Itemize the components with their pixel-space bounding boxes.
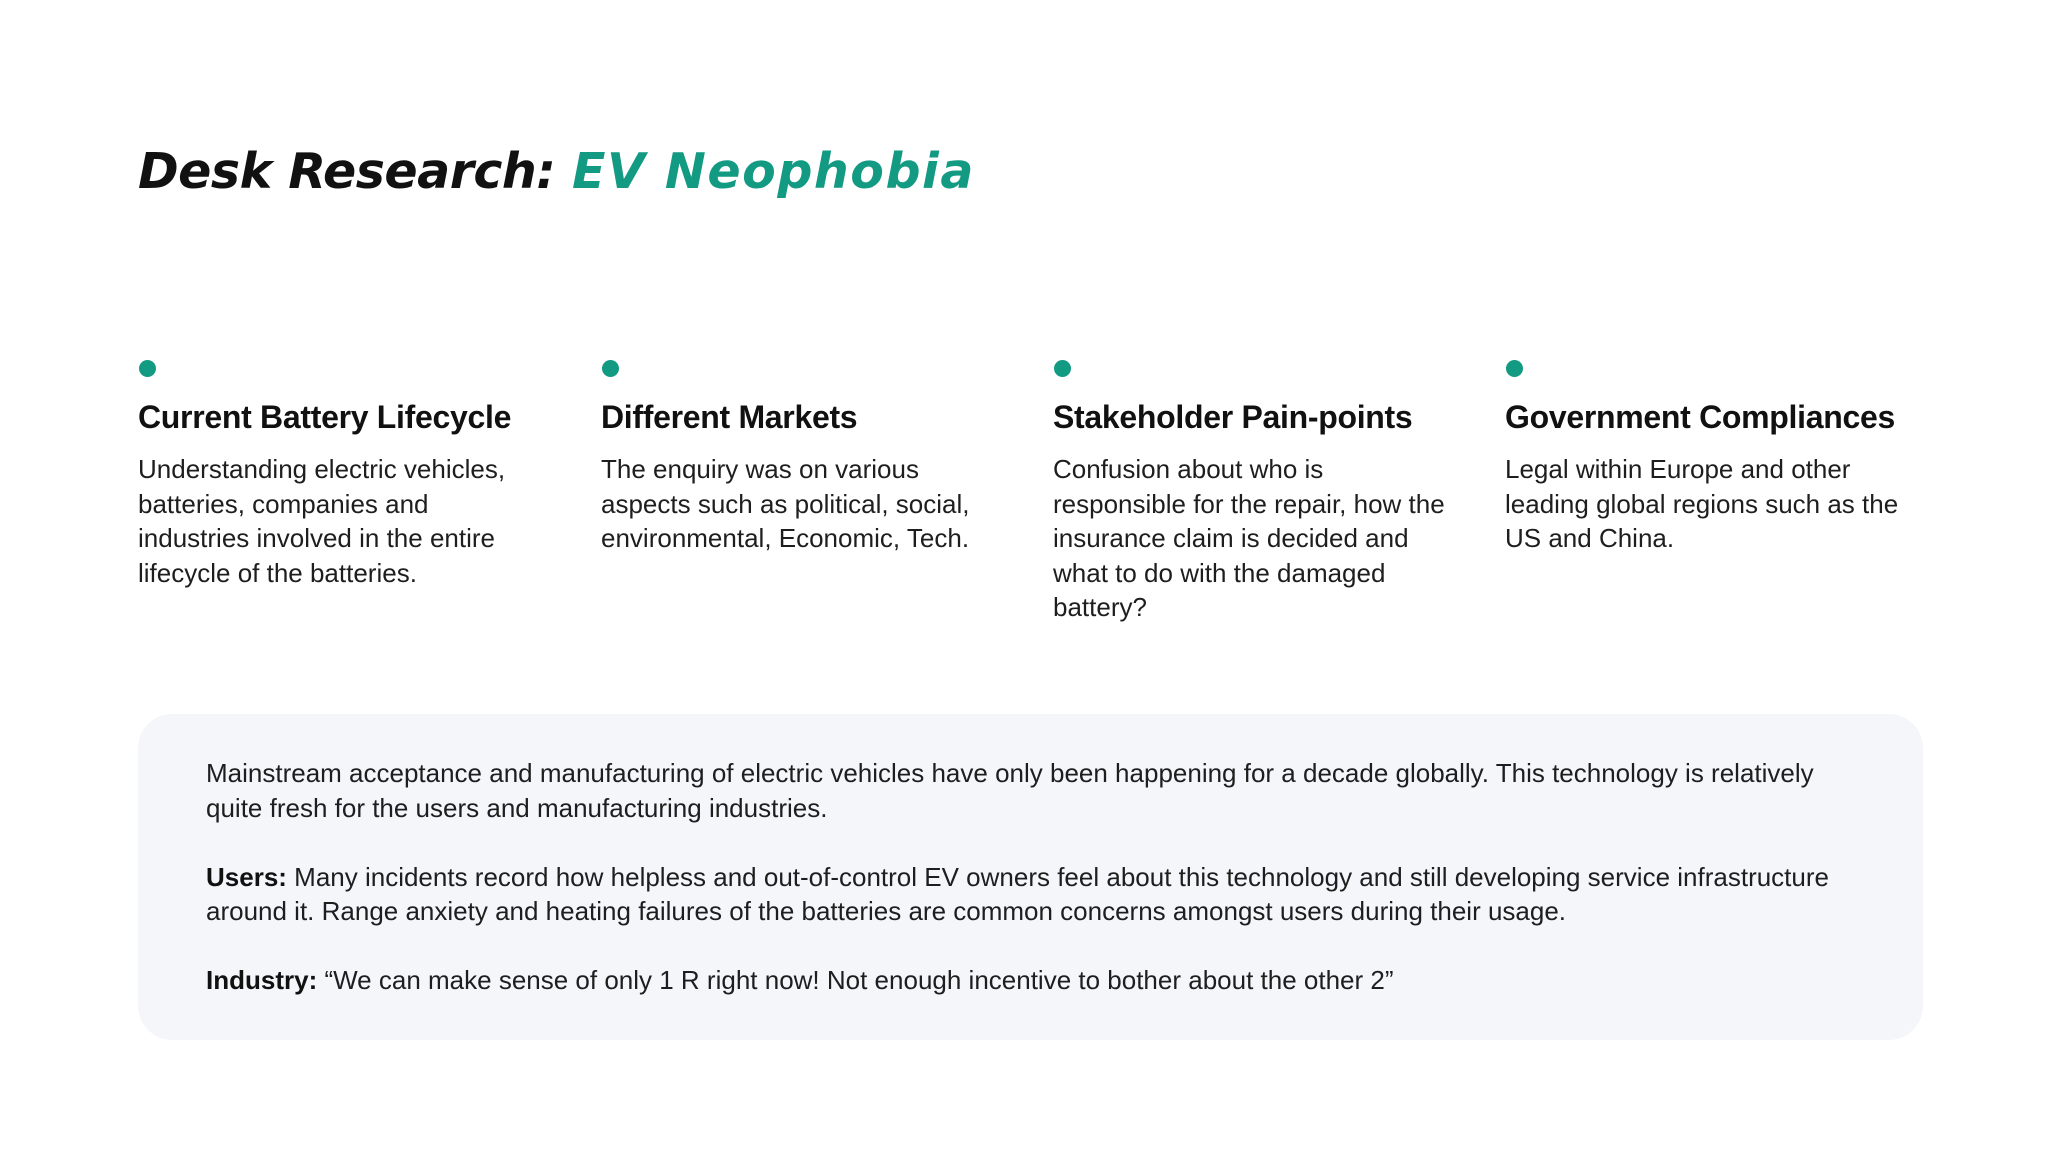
column-heading: Current Battery Lifecycle: [138, 399, 512, 435]
column-body: Understanding electric vehicles, batteries, companies and industries involved in the entire lifecycle of the batteries.: [138, 454, 506, 588]
callout-industry: [206, 963, 1855, 998]
bullet-dot-icon: [602, 360, 619, 377]
bullet-dot-icon: [1054, 360, 1071, 377]
column-heading: Stakeholder Pain-points: [1053, 399, 1413, 435]
page-title-accent: EV Neophobia: [571, 143, 975, 200]
column-body: Legal within Europe and other leading global regions such as the US and China.: [1505, 454, 1899, 553]
page-title: [138, 136, 975, 208]
research-column-different-markets: [601, 360, 1001, 556]
bullet-dot-icon: [1506, 360, 1523, 377]
column-heading: Government Compliances: [1505, 399, 1895, 435]
callout-intro: Mainstream acceptance and manufacturing of electric vehicles have only been happening for a decade globally. This technology is relatively quite fresh for the users and manufacturing industries.: [206, 758, 1814, 823]
callout-industry-text: “We can make sense of only 1 R right now! Not enough incentive to bother about the other 2”: [317, 965, 1394, 995]
research-column-government-compliances: [1505, 360, 1935, 556]
page-title-prefix: Desk Research:: [138, 143, 572, 200]
column-heading: Different Markets: [601, 399, 858, 435]
callout-users: [206, 860, 1855, 929]
column-body: Confusion about who is responsible for the repair, how the insurance claim is decided and what to do with the damaged battery?: [1053, 454, 1445, 622]
callout-users-label: Users:: [206, 861, 287, 892]
summary-callout: [138, 714, 1923, 1040]
callout-industry-label: Industry:: [206, 965, 318, 995]
bullet-dot-icon: [139, 360, 156, 377]
research-column-battery-lifecycle: [138, 360, 538, 590]
callout-users-text: Many incidents record how helpless and out-of-control EV owners feel about this technology and still developing service infrastructure around it. Range anxiety and heating failures of the batteries are common concerns amongst users during their usage.: [206, 861, 1829, 926]
column-body: The enquiry was on various aspects such as political, social, environmental, Economic, Tech.: [601, 454, 970, 553]
research-column-stakeholder-pain-points: [1053, 360, 1453, 625]
